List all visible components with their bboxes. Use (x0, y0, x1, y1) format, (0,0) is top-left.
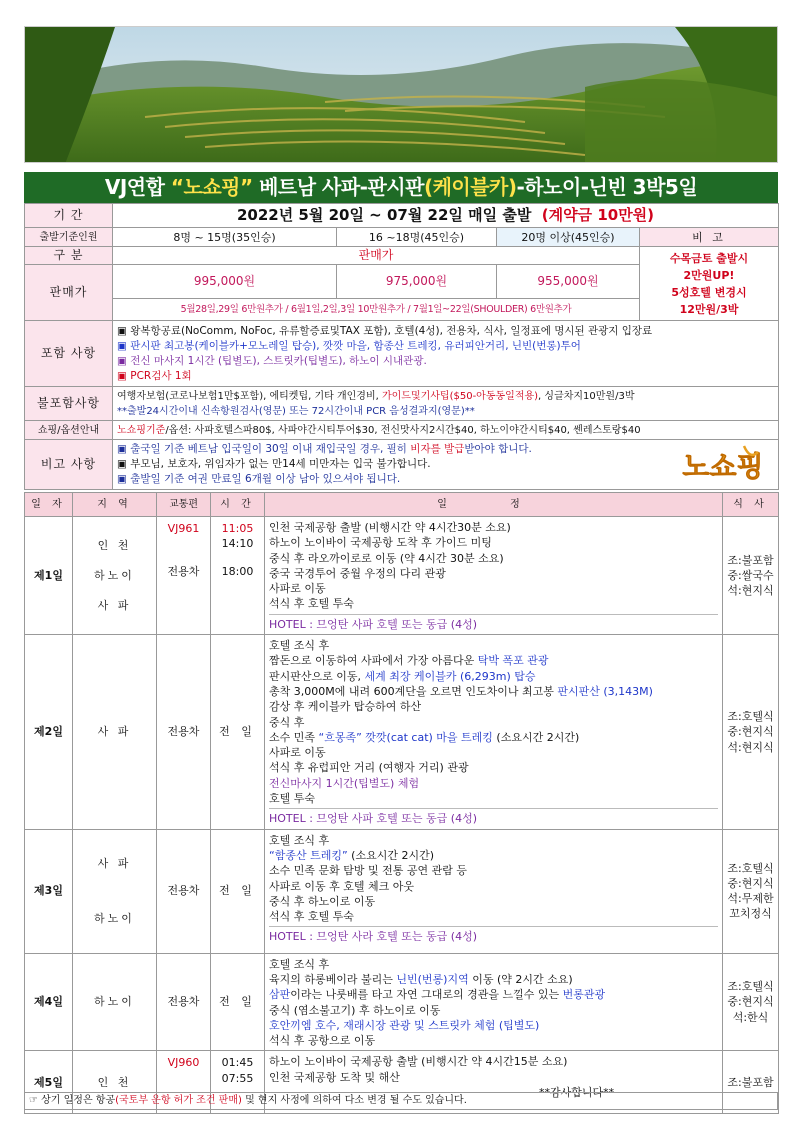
day1-places (73, 517, 157, 635)
visa-text: 비자를 발급 (410, 443, 465, 455)
day4-meal1: 조:호텔식 (727, 980, 774, 994)
surcharge-text: 5월28일,29일 6만원추가 / 6월1일,2일,3일 10만원추가 / 7월1일~22일(SHOULDER) 6만원추가 (113, 299, 640, 321)
day2-meal2: 중:현지식 (727, 725, 774, 739)
day2-meal1: 조:호텔식 (727, 709, 774, 723)
day5-label: 제5일 (25, 1051, 73, 1114)
header-day: 일 자 (25, 493, 73, 517)
day3-meal4: 꼬치정식 (729, 907, 772, 921)
excludes-line2: **출발24시간이내 신속항원검사(영문) 또는 72시간이내 PCR 음성결과지(영문)** (117, 405, 475, 417)
day2-line5: 감상 후 케이블카 탑승하여 하산 (269, 700, 422, 714)
day4-line3 (269, 987, 718, 1002)
hero-landscape-image (24, 26, 778, 163)
day1-flight: VJ961 (167, 522, 200, 535)
day4-line5: 호안끼엠 호수, 재래시장 관광 및 스트릿카 체험 (팁별도) (269, 1018, 540, 1032)
day4-line3b: 이라는 나룻배를 타고 자연 그대로의 경관을 느낄수 있는 (290, 988, 563, 1002)
title-highlight: “노쇼핑” (170, 175, 253, 199)
excludes-list (113, 387, 779, 421)
day3-line1: 호텔 조식 후 (269, 833, 330, 847)
day2-line2a: 짬돈으로 이동하여 사파에서 가장 아름다운 (269, 654, 478, 668)
day1-label: 제1일 (25, 517, 73, 635)
day2-line2 (269, 653, 718, 668)
noshop-standard: 노쇼핑기준 (117, 424, 166, 436)
day3-hotel: HOTEL : 므엉탄 사라 호텔 또는 동급 (4성) (269, 926, 718, 944)
includes-label: 포함 사항 (25, 321, 113, 387)
day1-time1: 11:05 (221, 522, 254, 535)
day3-line4: 사파로 이동 후 호텔 체크 아웃 (269, 879, 414, 893)
day1-row (25, 517, 779, 635)
footer-note (24, 1092, 778, 1110)
includes-list (113, 321, 779, 387)
includes-line4: ▣ PCR검사 1회 (117, 369, 192, 382)
notes-line1a: ▣ 출국일 기준 베트남 입국일이 30일 이내 재입국일 경우, 필히 (117, 443, 411, 455)
day2-line7a: 소수 민족 (269, 730, 319, 744)
excludes-line1 (117, 389, 774, 404)
shopping-label: 쇼핑/옵션안내 (25, 421, 113, 440)
day2-line1: 호텔 조식 후 (269, 639, 330, 653)
footer-part1: ☞ 상기 일정은 항공 (29, 1095, 116, 1106)
day2-line4 (269, 684, 718, 699)
day2-place: 사 파 (73, 635, 157, 830)
day1-place2: 하노이 (94, 568, 135, 582)
day3-meal3: 석:무제한 (727, 892, 774, 906)
title-part3: -하노이-닌빈 3박5일 (516, 175, 698, 199)
day4-itinerary (265, 953, 723, 1051)
day1-time2: 14:10 (221, 537, 254, 551)
day1-place1: 인 천 (97, 538, 132, 552)
price-tier1: 995,000원 (113, 265, 337, 299)
options-text: /옵션: 사파호텔스파80$, 사파야간시티투어$30, 전신맛사지2시간$40, 하노이야간시티$40, 쎈레스토랑$40 (165, 424, 641, 436)
day2-meal3: 석:현지식 (727, 740, 774, 754)
day3-meals (723, 829, 779, 953)
day3-time: 전 일 (211, 829, 265, 953)
day5-time1: 01:45 (221, 1056, 254, 1070)
day1-line6: 석식 후 호텔 투숙 (269, 597, 354, 611)
header-transport: 교통편 (157, 493, 211, 517)
day4-meal2: 중:현지식 (727, 995, 774, 1009)
excludes-line1c: , 싱글차지10만원/3박 (538, 390, 635, 402)
day1-times (211, 517, 265, 635)
itinerary-header (25, 493, 779, 517)
title-part1: VJ연합 (104, 175, 171, 199)
price-label: 판매가 (25, 265, 113, 321)
remark-label: 비 고 (640, 228, 779, 247)
itinerary-table (24, 492, 779, 1114)
day1-time3: 18:00 (221, 564, 254, 578)
day4-transport: 전용차 (157, 953, 211, 1051)
title-part2: 베트남 사파-판시판 (252, 175, 424, 199)
excludes-line1a: 여행자보험(코로나보험1만$포함), 에티켓팁, 기타 개인경비, (117, 390, 382, 402)
day3-itinerary (265, 829, 723, 953)
day1-line1: 인천 국제공항 출발 (비행시간 약 4시간30분 소요) (269, 521, 511, 534)
day2-hotel: HOTEL : 므엉탄 사파 호텔 또는 동급 (4성) (269, 808, 718, 826)
day2-meals (723, 635, 779, 830)
title-paren: (케이블카) (423, 175, 517, 199)
day5-line2: 인천 국제공항 도착 및 해산 (269, 1070, 400, 1084)
day2-line3a: 판시판산으로 이동, (269, 669, 365, 683)
day1-line4: 중국 국경투어 중월 우정의 다리 관광 (269, 566, 446, 580)
day3-line2 (269, 848, 718, 863)
day3-place2: 하노이 (94, 912, 135, 926)
day5-time2: 07:55 (221, 1071, 254, 1085)
day3-line5: 중식 후 하노이로 이동 (269, 894, 376, 908)
day2-cablecar: 세계 최장 케이블카 (6,293m) 탑승 (364, 669, 536, 683)
day4-meals (723, 953, 779, 1051)
includes-line1: ▣ 왕복항공료(NoComm, NoFoc, 유류할증료및TAX 포함), 호텔(4성), 전용차, 식사, 일정표에 명시된 관광지 입장료 (117, 324, 653, 337)
day1-itinerary (265, 517, 723, 635)
day3-label: 제3일 (25, 829, 73, 953)
day3-places (73, 829, 157, 953)
day2-line4a: 총착 3,000M에 내려 600계단을 오르면 인도차이나 최고봉 (269, 684, 558, 698)
header-time: 시 간 (211, 493, 265, 517)
day2-line10: 전신마사지 1시간(팁별도) 체험 (269, 776, 420, 790)
day1-transport (157, 517, 211, 635)
header-meal: 식 사 (723, 493, 779, 517)
notes-label: 비고 사항 (25, 440, 113, 490)
day5-line1: 하노이 노이바이 국제공항 출발 (비행시간 약 4시간15분 소요) (269, 1055, 568, 1069)
remark-line3: 5성호텔 변경시 (671, 285, 747, 299)
noshop-logo (678, 440, 768, 490)
day4-row (25, 953, 779, 1051)
day1-meal2: 중:쌀국수 (727, 568, 774, 582)
day3-trekking: “함종산 트레킹” (269, 848, 348, 862)
day2-line9: 석식 후 유럽피안 거리 (여행자 거리) 관광 (269, 761, 469, 775)
day5-thanks: **감사합니다** (539, 1086, 615, 1100)
day2-line3 (269, 669, 718, 684)
remark-line1: 수목금토 출발시 (669, 251, 749, 265)
day2-transport: 전용차 (157, 635, 211, 830)
day3-transport: 전용차 (157, 829, 211, 953)
day2-line7 (269, 730, 718, 745)
tour-info-table (24, 203, 779, 490)
day1-meal1: 조:불포함 (727, 553, 774, 567)
day2-catcat: “흐몽족” 깟깟(cat cat) 마을 트레킹 (318, 730, 493, 744)
day1-place3: 사 파 (97, 598, 132, 612)
day3-line3: 소수 민족 문화 탐방 및 전통 공연 관람 등 (269, 864, 467, 878)
day5-meal1: 조:불포함 (727, 1075, 774, 1089)
day3-meal1: 조:호텔식 (727, 861, 774, 875)
departure-tier3: 20명 이상(45인승) (497, 228, 640, 247)
guide-tip-text: 가이드및기사팁($50-아동동일적용) (381, 390, 539, 402)
day2-line8: 사파로 이동 (269, 746, 326, 760)
day2-line11: 호텔 투숙 (269, 792, 316, 806)
departure-tier2: 16 ~18명(45인승) (337, 228, 497, 247)
period-value (113, 204, 779, 228)
day2-line6: 중식 후 (269, 715, 305, 729)
noshop-logo-text: 노쇼핑 (682, 450, 764, 483)
day2-fansipan: 판시판산 (3,143M) (557, 684, 653, 698)
price-tier3: 955,000원 (497, 265, 640, 299)
day3-row (25, 829, 779, 953)
day2-row (25, 635, 779, 830)
day4-line4: 중식 (염소불고기) 후 하노이로 이동 (269, 1003, 441, 1017)
day4-line1: 호텔 조식 후 (269, 957, 330, 971)
day1-meal3: 석:현지식 (727, 584, 774, 598)
footer-part3: 및 현지 사정에 의하여 다소 변경 될 수도 있습니다. (241, 1095, 467, 1106)
period-label: 기 간 (25, 204, 113, 228)
tour-title (24, 172, 778, 203)
departure-tier1: 8명 ~ 15명(35인승) (113, 228, 337, 247)
day1-meals (723, 517, 779, 635)
day4-sampan: 삼판 (269, 988, 291, 1002)
day1-vehicle: 전용차 (167, 565, 200, 579)
price-tier2: 975,000원 (337, 265, 497, 299)
day1-line5: 사파로 이동 (269, 582, 326, 596)
day1-line2: 하노이 노이바이 국제공항 도착 후 가이드 미팅 (269, 536, 492, 550)
day2-waterfall: 탁박 폭포 관광 (477, 654, 549, 668)
notes-line2: ▣ 부모님, 보호자, 위임자가 없는 만14세 미만자는 입국 불가합니다. (117, 458, 431, 470)
excludes-label: 불포함사항 (25, 387, 113, 421)
deposit-text: (계약금 10만원) (541, 206, 655, 224)
day3-line6: 석식 후 호텔 투숙 (269, 910, 354, 924)
day2-itinerary (265, 635, 723, 830)
day3-line2b: (소요시간 2시간) (347, 848, 434, 862)
day1-line3: 중식 후 라오까이로로 이동 (약 4시간 30분 소요) (269, 551, 504, 565)
notes-line1 (117, 442, 678, 457)
day4-vanlong: 번롱관광 (562, 988, 606, 1002)
day3-place1: 사 파 (97, 856, 132, 870)
day4-line6: 석식 후 공항으로 이동 (269, 1034, 376, 1048)
day4-line2a: 육지의 하롱베이라 불리는 (269, 972, 397, 986)
day2-label: 제2일 (25, 635, 73, 830)
day3-meal2: 중:현지식 (727, 876, 774, 890)
day2-time: 전 일 (211, 635, 265, 830)
category-label: 구 분 (25, 247, 113, 265)
footer-part2: (국토부 운항 허가 조건 판매) (115, 1095, 242, 1106)
header-itinerary: 일 정 (265, 493, 723, 517)
price-header: 판매가 (113, 247, 640, 265)
includes-line3: ▣ 전신 마사지 1시간 (팁별도), 스트릿카(팁별도), 하노이 시내관광. (117, 354, 427, 367)
day4-ninhbinh: 닌빈(번롱)지역 (396, 972, 469, 986)
day5-flight: VJ960 (157, 1051, 211, 1114)
day5-place: 인 천 (73, 1051, 157, 1114)
day4-time: 전 일 (211, 953, 265, 1051)
day4-label: 제4일 (25, 953, 73, 1051)
day4-line2c: 이동 (약 2시간 소요) (468, 972, 573, 986)
departure-label: 출발기준인원 (25, 228, 113, 247)
notes-line1c: 받아야 합니다. (464, 443, 532, 455)
price-remark (640, 247, 779, 321)
day4-place: 하노이 (73, 953, 157, 1051)
day2-line7c: (소요시간 2시간) (492, 730, 580, 744)
day1-hotel: HOTEL : 므엉탄 사파 호텔 또는 동급 (4성) (269, 614, 718, 632)
remark-line2: 2만원UP! (683, 268, 735, 282)
day4-meal3: 석:한식 (732, 1010, 769, 1024)
notes-line3: ▣ 출발일 기준 여권 만료일 6개월 이상 남아 있으셔야 됩니다. (117, 473, 401, 485)
remark-line4: 12만원/3박 (679, 302, 739, 316)
includes-line2: ▣ 판시판 최고봉(케이블카+모노레일 탑승), 깟깟 마을, 함종산 트레킹, 유러피안거리, 닌빈(번롱)투어 (117, 339, 581, 352)
period-dates: 2022년 5월 20일 ~ 07월 22일 매일 출발 (236, 206, 532, 224)
header-place: 지 역 (73, 493, 157, 517)
shopping-options (113, 421, 779, 440)
day4-line2 (269, 972, 718, 987)
